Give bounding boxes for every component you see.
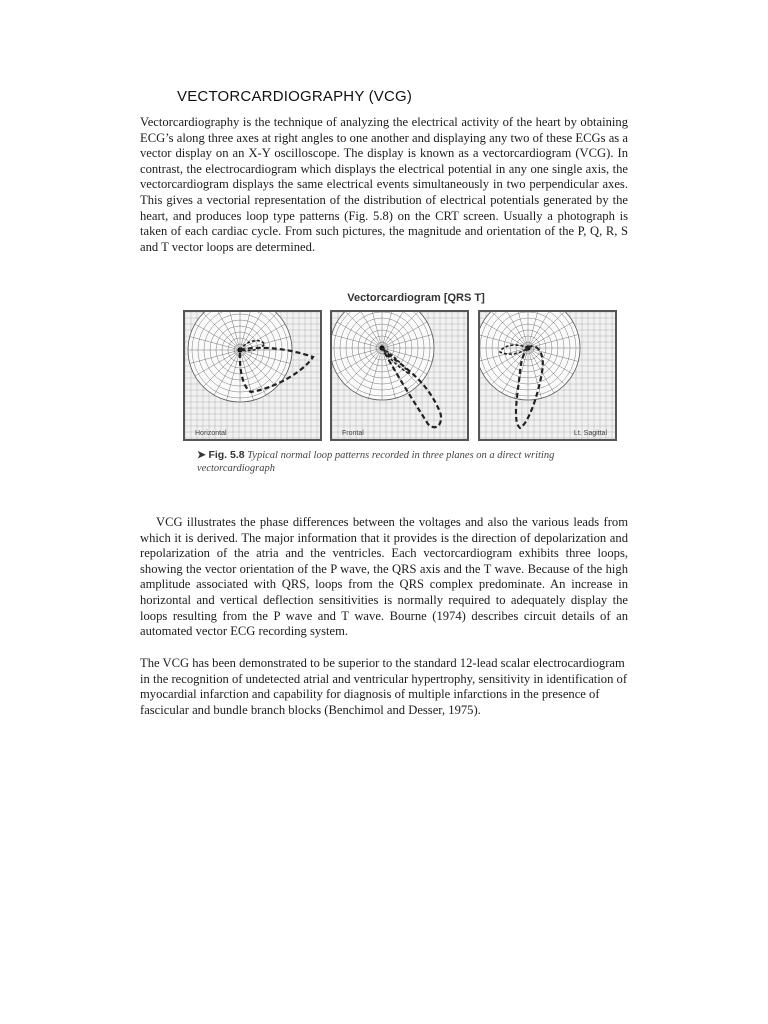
polar-grid	[332, 312, 467, 439]
paragraph-phase-differences: VCG illustrates the phase differences between the voltages and also the various leads from which it is derived. The major information that it provides is the direction of depolarization and repolarization of the atria and the ventricles. Each vectorcardiogram exhibits three loops, showing the vector orientation of the P wave, the QRS axis and the T wave. Because of the high amplitude associated with QRS, loops from the QRS complex predominate. An increase in horizontal and vertical deflection sensitivities is normally required to adequately display the loops resulting from the P wave and T wave. Bourne (1974) describes circuit details of an automated vector ECG recording system.	[140, 515, 628, 639]
vectorcardiogram-figure	[183, 288, 609, 488]
page-title: VECTORCARDIOGRAPHY (VCG)	[177, 88, 413, 105]
polar-grid	[185, 312, 320, 439]
panel-horizontal	[183, 310, 322, 441]
caption-text: Typical normal loop patterns recorded in three planes on a direct writing vectorcardiograph	[197, 450, 555, 474]
panel-label-horizontal: Horizontal	[195, 430, 227, 437]
sagittal-plane-plot	[480, 312, 615, 439]
figure-number: Fig. 5.8	[208, 449, 245, 461]
caption-arrow-icon: ➤	[197, 449, 206, 461]
frontal-plane-plot	[332, 312, 467, 439]
polar-disc	[332, 312, 434, 400]
horizontal-plane-plot	[185, 312, 320, 439]
figure-title: Vectorcardiogram [QRS T]	[347, 292, 485, 304]
panel-frontal	[330, 310, 469, 441]
panel-label-sagittal: Lt. Sagittal	[573, 430, 607, 437]
figure-caption	[197, 449, 609, 475]
paragraph-superiority: The VCG has been demonstrated to be superior to the standard 12-lead scalar electrocardiogram in the recognition of undetected atrial and ventricular hypertrophy, sensitivity in identification of myocardial infarction and capability for diagnosis of multiple infarctions in the presence of fascicular and bundle branch blocks (Benchimol and Desser, 1975).	[140, 656, 628, 717]
polar-grid	[480, 312, 615, 439]
panel-label-frontal: Frontal	[342, 430, 364, 437]
paragraph-intro: Vectorcardiography is the technique of analyzing the electrical activity of the heart by obtaining ECG’s along three axes at right angles to one another and displaying any two of these ECGs as a vector display on an X-Y oscilloscope. The display is known as a vectorcardiogram (VCG). In contrast, the electrocardiogram which displays the electrical potential in any one single axis, the vectorcardiogram displays the same electrical events simultaneously in two perpendicular axes. This gives a vectorial representation of the distribution of electrical potentials generated by the heart, and produces loop type patterns (Fig. 5.8) on the CRT screen. Usually a photograph is taken of each cardiac cycle. From such pictures, the magnitude and orientation of the P, Q, R, S and T vector loops are determined.	[140, 115, 628, 254]
panel-sagittal	[478, 310, 617, 441]
